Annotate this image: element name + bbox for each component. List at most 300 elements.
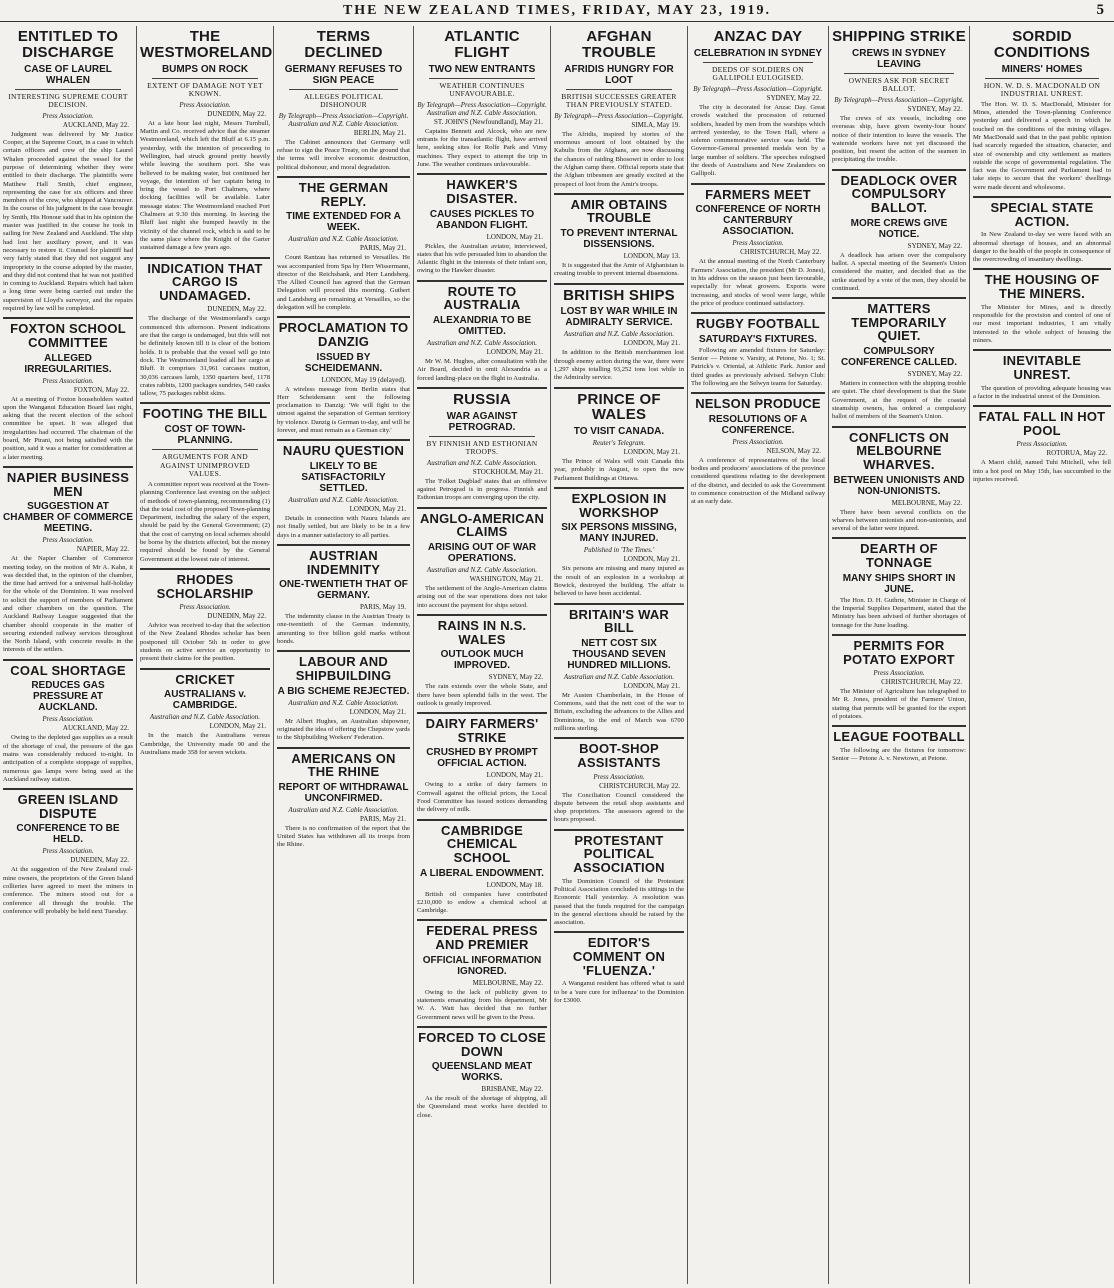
- article-body: The Minister of Agriculture has telegraphed to Mr R. Jones, president of the Farmers' Union, stating that permits will be granted for the export of potatoes.: [832, 688, 966, 721]
- dateline: Australian and N.Z. Cable Association.: [426, 458, 538, 467]
- place-date: MELBOURNE, May 22.: [472, 978, 543, 987]
- dateline: Australian and N.Z. Cable Association.: [426, 566, 538, 575]
- article: [417, 712, 547, 814]
- headline: EDITOR'S COMMENT ON 'FLUENZA.': [572, 935, 666, 978]
- article-divider: [277, 747, 410, 749]
- dateline: By Telegraph—Press Association—Copyright.: [554, 111, 684, 120]
- article-divider: [973, 349, 1111, 351]
- article: [417, 507, 547, 610]
- subheadline: A BIG SCHEME REJECTED.: [277, 685, 410, 697]
- headline-rule: [152, 449, 258, 450]
- deck: WEATHER CONTINUES UNFAVOURABLE.: [439, 80, 525, 99]
- headline: SHIPPING STRIKE: [832, 28, 966, 45]
- dateline: Press Association.: [42, 715, 94, 724]
- article-body: The 'Folket Dagblad' states that an offensive against Petrograd is in progress. Finnish and Esthonian troops are converging upon the city.: [417, 477, 547, 502]
- article-divider: [417, 819, 547, 821]
- headline: ANZAC DAY: [713, 28, 803, 45]
- subheadline: TWO NEW ENTRANTS: [428, 63, 536, 75]
- headline: CAMBRIDGE CHEMICAL SCHOOL: [441, 822, 523, 865]
- headline: AMIR OBTAINS TROUBLE: [570, 196, 668, 226]
- article-body: The Cabinet announces that Germany will refuse to sign the Peace Treaty, on the ground that the terms will involve economic destruction, political dishonour, and moral degradation.: [277, 138, 410, 171]
- article-divider: [417, 280, 547, 282]
- headline: FOXTON SCHOOL COMMITTEE: [10, 321, 126, 350]
- place-date: LONDON, May 21.: [623, 448, 680, 457]
- place-date: LONDON, May 18.: [486, 880, 543, 889]
- deck: ARGUMENTS FOR AND AGAINST UNIMPROVED VALUES.: [159, 452, 251, 479]
- headline: NAURU QUESTION: [282, 443, 405, 459]
- article-body: There is no confirmation of the report that the United States has withdrawn all its troops from the Rhine.: [277, 824, 410, 849]
- article: [3, 659, 133, 784]
- headline: FOOTING THE BILL: [142, 406, 268, 422]
- article: [554, 603, 684, 734]
- subheadline: CREWS IN SYDNEY LEAVING: [852, 47, 946, 70]
- place-date: LONDON, May 21.: [623, 339, 680, 348]
- subheadline: LIKELY TO BE SATISFACTORILY SETTLED.: [301, 461, 386, 494]
- article-body: At a late hour last night, Messrs Turnbull, Martin and Co. received advice that the steamer Westmoreland, which left the Bluff at 6.15 p.m. yesterday, with the intention of proceeding to Wellington, had struck ground pretty heavily while leaving the southern port. She was believed to be making water, but continued her voyage, the intention of her captain being to bring the vessel to Port Chalmers, where docking facilities will be available. Later message states: The Westmoreland reached Port Chalmers at 9.30 this morning. In leaving the Bluff last night she bumped heavily in the vicinity of the channel rock, which is said to be the same place where the Knight of the Garter sustained damage a few years ago.: [140, 119, 270, 252]
- headline: FORCED TO CLOSE DOWN: [418, 1029, 546, 1059]
- article-divider: [417, 507, 547, 509]
- article-body: There have been several conflicts on the wharves between unionists and non-unionists, and several of the latter were injured.: [832, 508, 966, 533]
- headline: FARMERS MEET: [705, 186, 811, 202]
- subheadline: TIME EXTENDED FOR A WEEK.: [286, 211, 401, 234]
- article-divider: [3, 466, 133, 468]
- article-body: Matters in connection with the shipping trouble are quiet. The chief development is that the State Government, at the request of the coastal steamship owners, has ordered a compulsory ballot of members of the Seamen's Union.: [832, 380, 966, 421]
- headline: LABOUR AND SHIPBUILDING: [295, 654, 392, 683]
- dateline: By Telegraph—Press Association—Copyright. Australian and N.Z. Cable Association.: [278, 111, 409, 128]
- article-body: Six persons are missing and many injured as the result of an explosion in a workshop at Bowick, destroyed the building. The affair is believed to have been accidental.: [554, 565, 684, 598]
- article-body: The Conciliation Council considered the dispute between the retail shop assistants and shop proprietors. The assessors agreed to the hours proposed.: [554, 791, 684, 824]
- article: [554, 193, 684, 279]
- page-number: 5: [1096, 2, 1104, 18]
- article-body: The question of providing adequate housing was a factor in the industrial unrest of the Dominion.: [973, 384, 1111, 400]
- place-date: LONDON, May 21.: [209, 722, 266, 731]
- subheadline: SATURDAY'S FIXTURES.: [699, 333, 817, 345]
- deck: ALLEGES POLITICAL DISHONOUR: [303, 91, 384, 110]
- article-divider: [691, 183, 825, 185]
- place-date: DUNEDIN, May 22.: [207, 305, 266, 314]
- article: [973, 29, 1111, 192]
- article: [973, 349, 1111, 401]
- place-date: MELBOURNE, May 22.: [891, 498, 962, 507]
- article: [3, 29, 133, 313]
- article-divider: [554, 283, 684, 285]
- deck: BY FINNISH AND ESTHONIAN TROOPS.: [426, 438, 538, 457]
- article-body: In New Zealand to-day we were faced with an abnormal shortage of houses, and an abnormal danger to the health of the people in consequence of the overcrowding of insanitary dwellings.: [973, 231, 1111, 264]
- place-date: LONDON, May 21.: [486, 347, 543, 356]
- headline: NELSON PRODUCE: [695, 396, 821, 412]
- place-date: FOXTON, May 22.: [73, 385, 129, 394]
- article: [691, 312, 825, 388]
- article-body: At a meeting of Foxton householders waited upon the Wanganui Education Board last night, asking that the recent election of the school committee be upset. It was alleged that irregularities had occurred. The chairman of the board, Mr Pirani, not being satisfied with the position, said it was a matter for consideration at a later meeting.: [3, 395, 133, 461]
- place-date: CHRISTCHURCH, May 22.: [881, 678, 962, 687]
- article-body: A wireless message from Berlin states that Herr Scheidemann sent the following proclamation to Danzig: 'We will fight to the utmost against the separation of German territory by violence. Danzig is German to-day, and will be forever, and must remain as a German city.': [277, 385, 410, 435]
- headline: ATLANTIC FLIGHT: [444, 28, 520, 61]
- dateline: By Telegraph—Press Association—Copyright.: [693, 85, 823, 93]
- article: [140, 668, 270, 758]
- subheadline: REPORT OF WITHDRAWAL UNCONFIRMED.: [278, 781, 409, 804]
- subheadline: GERMANY REFUSES TO SIGN PEACE: [284, 63, 403, 86]
- article-divider: [973, 196, 1111, 198]
- headline-rule: [985, 78, 1099, 79]
- article-body: The discharge of the Westmoreland's cargo commenced this afternoon. Present indications are that the cargo is undamaged, but this will not be definitely known till it is clear of the bottom holds. It is probable that the vessel will go into dock. The Westmoreland loaded all her cargo at Bluff. It comprises 31,961 carcases mutton, 30,036 carcases lamb, 1350 quarters beef, 1178 crates rabbits, 1200 packages sundries, 540 casks tallow, 75 packages rabbit skins.: [140, 315, 271, 398]
- article-body: The settlement of the Anglo-American claims arising out of the war operations does not take into account the payment for ships seized.: [417, 585, 547, 609]
- article-body: The city is decorated for Anzac Day. Great crowds watched the procession of returned soldiers, headed by men from the warships which arrived yesterday, to the Town Hall, where a solemn commemorative service was held. The Governor-General presented medals won by a large number of soldiers. The speeches eulogised the deeds of Australians and New Zealanders on Gallipoli.: [691, 104, 825, 178]
- place-date: LONDON, May 21.: [623, 681, 680, 690]
- article-divider: [554, 487, 684, 489]
- article-divider: [3, 317, 133, 319]
- dateline: Australian and N.Z. Cable Association.: [149, 713, 261, 722]
- headline-rule: [703, 62, 813, 63]
- headline: CONFLICTS ON MELBOURNE WHARVES.: [849, 429, 949, 472]
- dateline: Press Association.: [732, 239, 784, 248]
- place-date: LONDON, May 21.: [349, 707, 406, 716]
- article: [973, 196, 1111, 264]
- article-body: Owing to the depleted gas supplies as a result of the shortage of coal, the pressure of the gas mains was considerably reduced to-night. In anticipation of a complete stoppage of supplies, numerous gas lamps were being used at the Auckland railway station.: [3, 734, 133, 783]
- place-date: NELSON, May 22.: [766, 446, 821, 455]
- dateline: Press Association.: [1016, 440, 1068, 449]
- article-body: British oil companies have contributed £210,000 to endow a chemical school at Cambridge.: [417, 890, 547, 915]
- subheadline: CELEBRATION IN SYDNEY: [693, 47, 823, 59]
- article-divider: [832, 297, 966, 299]
- masthead: [0, 0, 1114, 22]
- article-body: The Afridis, inspired by stories of the enormous amount of loot obtained by the Kabulis from the Afghans, are now discussing the chances of raiding Bhosowri in order to loot the Afghan camp there. Official reports state that the Afghan tribesmen are greatly excited at the prospect of loot from the Amir's troops.: [554, 130, 684, 188]
- headline: AUSTRIAN INDEMNITY: [306, 547, 381, 577]
- place-date: SIMLA, May 19.: [631, 120, 680, 129]
- article-divider: [277, 176, 410, 178]
- subheadline: SUGGESTION AT CHAMBER OF COMMERCE MEETING.: [3, 501, 133, 535]
- deck: INTERESTING SUPREME COURT DECISION.: [8, 91, 128, 110]
- article: [554, 29, 684, 189]
- article-body: The indemnity clause in the Austrian Treaty is one-twentieth of the German indemnity, amounting to five billion gold marks without bonds.: [277, 613, 410, 646]
- article-body: The Dominion Council of the Protestant Political Association concluded its sittings in the Economic Hall yesterday. A resolution was passed that the funds required for the campaign in the general elections should be raised by the association.: [554, 877, 684, 927]
- article: [3, 466, 133, 655]
- article-body: At the suggestion of the New Zealand coal-mine owners, the proprietors of the Green Island collieries have agreed to meet the miners in conference. The miners stood out for a conference all through the trouble. The conference will probably be held next Tuesday.: [3, 866, 133, 915]
- headline: HAWKER'S DISASTER.: [446, 177, 518, 206]
- subheadline: NETT COST SIX THOUSAND SEVEN HUNDRED MILLIONS.: [567, 637, 671, 671]
- column-6: [688, 26, 829, 1284]
- subheadline: CONFERENCE OF NORTH CANTERBURY ASSOCIATION.: [695, 204, 821, 238]
- place-date: AUCKLAND, May 22.: [62, 120, 129, 129]
- subheadline: ARISING OUT OF WAR OPERATIONS.: [427, 542, 537, 565]
- headline: GREEN ISLAND DISPUTE: [17, 792, 119, 821]
- article-body: Count Rantzau has returned to Versailles. He was accompanied from Spa by Herr Wissermann, director of the Reichsbank, and Herr Landsberg. The Allied Council has agreed that the German Delegation will proceed this morning. Gutbert and Landsberg are remaining at Versailles, so the delegation will be complete.: [277, 254, 410, 311]
- article: [140, 28, 273, 253]
- headline: INDICATION THAT CARGO IS UNDAMAGED.: [147, 260, 263, 303]
- article-body: Mr Albert Hughes, an Australian shipowner, originated the idea of offering the Chepstow yards to the Shipbuilding Workers' Federation.: [277, 717, 410, 742]
- headline: SPECIAL STATE ACTION.: [990, 200, 1094, 229]
- article: [832, 426, 966, 534]
- article-body: Judgment was delivered by Mr Justice Cooper, at the Supreme Court, in a case in which certain officers and crew of the ship Laurel Whalen proceeded against the vessel for the purpose of determining whether they were entitled to their discharge. The plaintiffs were Matthew Hall Smith, chief engineer, representing the case for six officers and three members of the crew, who shipped at Vancouver. In the course of his judgment in the case brought by Smith, His Honour said that in his opinion the master was justified in the course he took in sailing for New Zealand and Auckland. The ship had lost her auxiliary power, and it was necessary to restore it. Counsel for plaintiff had very fairly stated that they did not suggest any impropriety in the course adopted by the master, and they did not contend that he was not justified in coming to Auckland. Repairs which had taken a long time were being carried out under the supervision of Lloyd's surveyor, and the repairs required by law will be completed.: [3, 130, 133, 312]
- article-divider: [554, 829, 684, 831]
- headline: PRINCE OF WALES: [577, 390, 661, 424]
- subheadline: CONFERENCE TO BE HELD.: [16, 823, 120, 846]
- article: [832, 297, 966, 421]
- subheadline: CASE OF LAUREL WHALEN: [24, 63, 112, 86]
- headline: BRITISH SHIPS: [563, 286, 675, 304]
- column-1: [0, 26, 137, 1284]
- deck: EXTENT OF DAMAGE NOT YET KNOWN.: [147, 80, 263, 99]
- headline-rule: [15, 89, 121, 90]
- headline: FATAL FALL IN HOT POOL: [978, 409, 1106, 438]
- article-divider: [691, 392, 825, 394]
- article: [417, 29, 547, 169]
- dateline: Australian and N.Z. Cable Association.: [288, 698, 399, 707]
- headline: ANGLO-AMERICAN CLAIMS: [419, 510, 545, 540]
- article-body: The Hon. W. D. S. MacDonald, Minister for Mines, attended the Town-planning Conference yesterday and delivered a speech in which he touched on the conditions of the mining villages. Mr MacDonald said that in the past public opinion had scarcely regarded the situation, character, and size of ownership and city settlement as matters outside the scope of governmental regulation. The fact was the Government and Parliament had to take steps to secure that the workers' dwellings were made decent and wholesome.: [973, 100, 1111, 191]
- article-divider: [140, 568, 270, 570]
- subheadline: ISSUED BY SCHEIDEMANN.: [304, 351, 383, 374]
- place-date: WASHINGTON, May 21.: [469, 575, 543, 584]
- article-divider: [3, 659, 133, 661]
- article: [691, 183, 825, 308]
- article-divider: [277, 650, 410, 652]
- article-body: It is suggested that the Amir of Afghanistan is creating trouble to prevent internal dissensions.: [554, 262, 684, 278]
- place-date: DUNEDIN, May 22.: [70, 856, 129, 865]
- article-divider: [277, 316, 410, 318]
- article-divider: [554, 603, 684, 605]
- headline: BRITAIN'S WAR BILL: [568, 606, 670, 636]
- place-date: LONDON, May 13.: [623, 252, 680, 261]
- article-divider: [973, 405, 1111, 407]
- column-4: [414, 26, 551, 1284]
- place-date: NAPIER, May 22.: [76, 545, 129, 554]
- article-body: Pickles, the Australian aviator, interviewed, states that his wife persuaded him to abandon the Atlantic flight in the interests of their infant son, owing to the Hawker disaster.: [417, 242, 547, 275]
- article: [973, 405, 1111, 484]
- subheadline: MANY SHIPS SHORT IN JUNE.: [842, 572, 956, 595]
- subheadline: BUMPS ON ROCK: [161, 63, 249, 75]
- article-divider: [554, 193, 684, 195]
- article-body: A Maori child, named Tuhi Mitchell, who fell into a hot pool on May 15th, has succumbed to the injuries received.: [973, 459, 1111, 483]
- dateline: Australian and N.Z. Cable Association.: [288, 496, 399, 504]
- article: [140, 402, 270, 563]
- article: [554, 283, 684, 383]
- article-body: In the match the Australians versus Cambridge, the University made 90 and the Australians made 358 for seven wickets.: [140, 732, 270, 756]
- article: [417, 819, 547, 916]
- headline: FEDERAL PRESS AND PREMIER: [426, 923, 538, 953]
- masthead-title: THE NEW ZEALAND TIMES, FRIDAY, MAY 23, 1919.: [342, 3, 772, 18]
- subheadline: OUTLOOK MUCH IMPROVED.: [440, 649, 524, 672]
- article: [277, 747, 410, 850]
- dateline: Press Association.: [42, 536, 94, 545]
- place-date: SYDNEY, May 22.: [907, 105, 962, 113]
- article: [277, 316, 410, 435]
- article: [554, 829, 684, 928]
- headline: PERMITS FOR POTATO EXPORT: [843, 637, 955, 667]
- subheadline: LOST BY WAR WHILE IN ADMIRALTY SERVICE.: [560, 306, 678, 329]
- article-body: Following are amended fixtures for Saturday: Senior — Petone v. Varsity, at Petone, No. 1; St. Patrick's v. Oriental, at Athletic Park. Junior and third grades as previously advised. Selwyn Club: The following are the Selwyn teams for Saturday.: [691, 346, 825, 387]
- article: [554, 387, 684, 483]
- subheadline: CAUSES PICKLES TO ABANDON FLIGHT.: [429, 208, 535, 231]
- headline: AFGHAN TROUBLE: [582, 28, 656, 61]
- article-divider: [832, 725, 966, 727]
- headline: NAPIER BUSINESS MEN: [6, 469, 130, 499]
- headline: RAINS IN N.S. WALES: [437, 617, 527, 647]
- article-body: The following are the fixtures for tomorrow: Senior — Petone A. v. Newtown, at Petone.: [832, 746, 966, 763]
- article-divider: [417, 173, 547, 175]
- dateline: Press Association.: [179, 100, 231, 109]
- article: [832, 29, 966, 165]
- subheadline: AFRIDIS HUNGRY FOR LOOT: [564, 63, 674, 86]
- article-divider: [832, 169, 966, 171]
- article: [417, 919, 547, 1021]
- article: [277, 439, 410, 540]
- article-body: The Minister for Mines, and is directly responsible for the provision and control of one of our most important industries, I am vitally interested in the whole subject of housing the miners.: [973, 303, 1111, 344]
- dateline: Australian and N.Z. Cable Association.: [426, 338, 538, 347]
- dateline: Press Association.: [42, 847, 94, 856]
- dateline: Press Association.: [732, 437, 784, 446]
- dateline: Australian and N.Z. Cable Association.: [288, 805, 399, 814]
- subheadline: REDUCES GAS PRESSURE AT AUCKLAND.: [31, 680, 105, 714]
- subheadline: COST OF TOWN-PLANNING.: [164, 424, 246, 447]
- article-divider: [417, 919, 547, 921]
- article-body: A deadlock has arisen over the compulsory ballot. A special meeting of the Seamen's Union considered the matter, and decided that as the strike started by a vote of the men, they should be continued.: [832, 251, 966, 292]
- dateline: Australian and N.Z. Cable Association.: [563, 330, 675, 339]
- article-body: A Wanganui resident has offered what is said to be a 'sure cure for influenza' to the Dominion for £3000.: [554, 980, 684, 1004]
- deck: HON. W. D. S. MACDONALD ON INDUSTRIAL UNREST.: [983, 80, 1101, 99]
- dateline: Press Association.: [42, 111, 94, 120]
- subheadline: WAR AGAINST PETROGRAD.: [446, 410, 518, 433]
- subheadline: QUEENSLAND MEAT WORKS.: [431, 1061, 533, 1084]
- place-date: BRISBANE, May 22.: [481, 1085, 543, 1094]
- article-divider: [691, 312, 825, 314]
- headline: TERMS DECLINED: [304, 28, 383, 61]
- headline: PROCLAMATION TO DANZIG: [278, 320, 409, 349]
- article-body: Mr Austen Chamberlain, in the House of Commons, said that the nett cost of the war to Britain, excluding the advances to the Allies and Dominions, to the end of March was 6700 millions sterling.: [554, 691, 684, 732]
- headline: AMERICANS ON THE RHINE: [291, 750, 396, 780]
- article-divider: [3, 788, 133, 790]
- article-body: At the Napier Chamber of Commerce meeting today, on the motion of Mr A. Kahn, it was decided that, in the opinion of the chamber, the time had arrived for a universal half-holiday for the whole of the Dominion. It was resolved to solicit the support of members of Parliament and other chambers on the question. The Auckland Railway League suggested that the chamber should cooperate in the matter of securing extended railway services throughout the North Island, with concrete results in the interests of the settlers.: [3, 555, 133, 654]
- dateline: Press Association.: [42, 376, 94, 385]
- dateline: Australian and N.Z. Cable Association.: [563, 672, 675, 681]
- headline: ENTITLED TO DISCHARGE: [17, 28, 119, 61]
- headline-rule: [429, 78, 535, 79]
- article-body: A conference of representatives of the local bodies and producers' associations of the province considered questions relating to the development of the district, and decided to ask the Government to commence construction of the Midland railway at an early date.: [691, 456, 825, 506]
- column-3: [274, 26, 414, 1284]
- article-body: In addition to the British merchantmen lost through enemy action during the war, there were 1,297 ships totalling 93,252 tons lost while in the Admiralty service.: [554, 349, 684, 382]
- article-body: Captains Bennett and Alcock, who are new entrants for the transatlantic flight, have arrived here, seeking sites for Rolfe Park and Vimy machines. They expect to attempt the trip in June. The weather continues unfavourable.: [417, 127, 547, 168]
- dateline: Press Association.: [873, 669, 925, 678]
- article-divider: [554, 737, 684, 739]
- place-date: LONDON, May 21.: [486, 232, 543, 241]
- subheadline: SIX PERSONS MISSING, MANY INJURED.: [561, 522, 677, 545]
- dateline: Press Association.: [593, 772, 645, 781]
- article-divider: [554, 387, 684, 389]
- headline: ROUTE TO AUSTRALIA: [443, 283, 521, 313]
- article-body: The rain extends over the whole State, and there have been splendid falls in the west. The outlook is greatly improved.: [417, 683, 547, 707]
- headline: SORDID CONDITIONS: [993, 28, 1091, 61]
- article: [277, 29, 410, 172]
- place-date: PARIS, May 21.: [359, 244, 406, 253]
- headline: CRICKET: [175, 671, 235, 687]
- article-divider: [832, 537, 966, 539]
- place-date: DUNEDIN, May 22.: [207, 109, 266, 118]
- headline: DAIRY FARMERS' STRIKE: [425, 716, 539, 745]
- article-divider: [417, 614, 547, 616]
- headline: THE GERMAN REPLY.: [298, 179, 389, 209]
- article: [691, 29, 825, 179]
- headline-rule: [844, 73, 954, 74]
- headline: THE WESTMORELAND: [140, 28, 273, 61]
- subheadline: ONE-TWENTIETH THAT OF GERMANY.: [279, 579, 408, 602]
- article-body: Mr W. M. Hughes, after consultation with the Air Board, decided to omit Alexandria as a forced landing-place on the flight to Australia.: [417, 357, 547, 382]
- place-date: LONDON, May 21.: [486, 771, 543, 780]
- subheadline: MINERS' HOMES: [1001, 63, 1083, 75]
- headline: RUSSIA: [453, 390, 511, 408]
- column-8: [970, 26, 1114, 1284]
- subheadline: RESOLUTIONS OF A CONFERENCE.: [708, 413, 808, 436]
- subheadline: AUSTRALIANS v. CAMBRIDGE.: [163, 689, 247, 712]
- place-date: SYDNEY, May 22.: [488, 673, 543, 682]
- article: [832, 537, 966, 629]
- deck: DEEDS OF SOLDIERS ON GALLIPOLI EULOGISED.: [711, 64, 805, 83]
- dateline: Press Association.: [179, 603, 231, 612]
- article: [973, 268, 1111, 345]
- subheadline: TO VISIT CANADA.: [573, 426, 665, 438]
- headline: THE HOUSING OF THE MINERS.: [984, 272, 1100, 302]
- article: [832, 169, 966, 293]
- article-divider: [417, 712, 547, 714]
- article-divider: [417, 387, 547, 389]
- article-body: The crews of six vessels, including one overseas ship, have given twenty-four hours' notice of their intention to leave the vessels. The waterside workers have not yet discussed the position, but resent the action of the seamen in precipitating the trouble.: [832, 115, 966, 164]
- article-body: The Prince of Wales will visit Canada this year, probably in August, to open the new Parliament Buildings at Ottawa.: [554, 458, 684, 482]
- article: [554, 487, 684, 598]
- article-body: Details in connection with Nauru Islands are not finally settled, but are likely to be in a few days in a manner satisfactory to all parties.: [277, 515, 410, 539]
- headline-rule: [566, 89, 672, 90]
- dateline: Australian and N.Z. Cable Association.: [288, 235, 399, 244]
- article: [832, 634, 966, 721]
- article: [554, 931, 684, 1005]
- subheadline: ALEXANDRIA TO BE OMITTED.: [432, 314, 532, 337]
- article-body: As the result of the shortage of shipping, all the Queensland meat works have decided to close.: [417, 1095, 547, 1119]
- dateline: Published in 'The Times.': [583, 546, 655, 555]
- dateline: By Telegraph—Press Association—Copyright. Australian and N.Z. Cable Association.: [417, 100, 547, 117]
- subheadline: ALLEGED IRREGULARITIES.: [24, 352, 112, 375]
- subheadline: MORE CREWS GIVE NOTICE.: [850, 217, 948, 240]
- place-date: LONDON, May 21.: [623, 555, 680, 564]
- subheadline: CRUSHED BY PROMPT OFFICIAL ACTION.: [426, 747, 538, 770]
- headline: INEVITABLE UNREST.: [1002, 353, 1082, 382]
- headline: MATTERS TEMPORARILY QUIET.: [851, 301, 947, 344]
- place-date: SYDNEY, May 22.: [907, 241, 962, 250]
- place-date: ST. JOHN'S (Newfoundland), May 21.: [433, 117, 543, 126]
- article-divider: [832, 426, 966, 428]
- article-divider: [140, 668, 270, 670]
- article: [3, 788, 133, 916]
- article-body: At the annual meeting of the North Canterbury Farmers' Association, the president (Mr D. Jones), in his address on the season just been favourable, especially for wheat growers. Exports were increasing, and stocks of wool were large, while the price of produce continued satisfactory.: [691, 258, 825, 307]
- article-divider: [277, 439, 410, 441]
- article-body: The Hon. D. H. Guthrie, Minister in Charge of the Imperial Supplies Department, stated that the Ministry has been advised of further shortages of tonnage for the June loading.: [832, 596, 966, 629]
- place-date: ROTORUA, May 22.: [1046, 449, 1107, 458]
- place-date: SYDNEY, May 22.: [766, 94, 821, 102]
- article-body: A committee report was received at the Town-planning Conference last evening on the subject of methods of town-planning, recommending (1) that the total cost of the proposed Town-planning Department, including the salary of the expert, should be paid by the General Government; (2) that the cost of carrying on local schemes should be borne by the districts affected, but the money required should be found by the General Government at the lowest rate of interest.: [140, 480, 270, 563]
- article: [417, 387, 547, 503]
- place-date: PARIS, May 19.: [359, 603, 406, 612]
- dateline: By Telegraph—Press Association—Copyright.: [834, 96, 964, 104]
- article-divider: [554, 931, 684, 933]
- article: [3, 317, 133, 462]
- headline: EXPLOSION IN WORKSHOP: [571, 491, 667, 520]
- article: [832, 725, 966, 763]
- article-body: Owing to the lack of publicity given to statements emanating from his department, Mr W. A. Watt has decided that no further Government news will be given to the Press.: [417, 988, 547, 1021]
- subheadline: A LIBERAL ENDOWMENT.: [420, 867, 544, 879]
- subheadline: COMPULSORY CONFERENCE CALLED.: [840, 346, 958, 369]
- deck: BRITISH SUCCESSES GREATER THAN PREVIOUSLY STATED.: [561, 91, 677, 110]
- headline-rule: [289, 89, 398, 90]
- headline: COAL SHORTAGE: [10, 662, 126, 678]
- place-date: CHRISTCHURCH, May 22.: [599, 781, 680, 790]
- deck: OWNERS ASK FOR SECRET BALLOT.: [848, 75, 950, 94]
- place-date: DUNEDIN, May 22.: [207, 612, 266, 621]
